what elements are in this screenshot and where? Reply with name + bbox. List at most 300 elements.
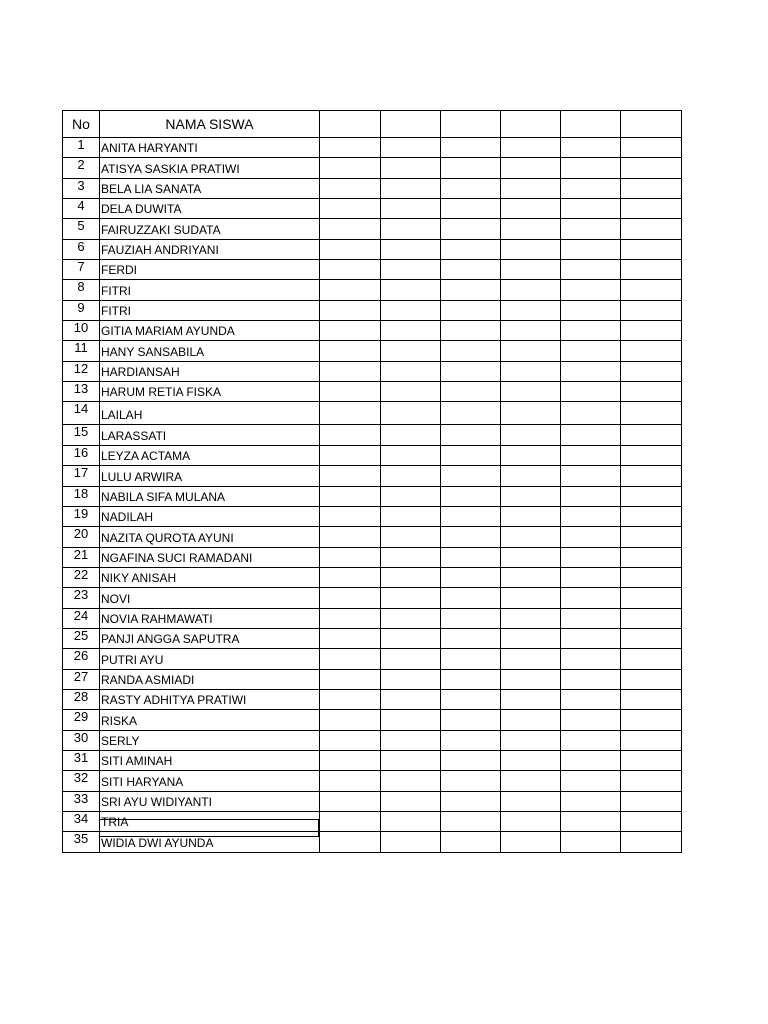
blank-cell bbox=[441, 341, 501, 361]
blank-cell bbox=[441, 628, 501, 648]
row-number: 18 bbox=[63, 486, 100, 506]
blank-cell bbox=[561, 260, 621, 280]
blank-cell bbox=[381, 608, 441, 628]
student-name: WIDIA DWI AYUNDA bbox=[100, 832, 320, 852]
blank-cell bbox=[621, 689, 682, 709]
student-name: LULU ARWIRA bbox=[100, 466, 320, 486]
header-nama-siswa: NAMA SISWA bbox=[100, 111, 320, 138]
blank-cell bbox=[320, 588, 381, 608]
blank-cell bbox=[501, 608, 561, 628]
blank-cell bbox=[441, 445, 501, 465]
table-row bbox=[63, 486, 682, 506]
header-blank-cell bbox=[501, 111, 561, 138]
blank-cell bbox=[381, 771, 441, 791]
blank-cell bbox=[441, 321, 501, 341]
blank-cell bbox=[621, 649, 682, 669]
row-number: 28 bbox=[63, 689, 100, 709]
blank-cell bbox=[381, 466, 441, 486]
student-name: RISKA bbox=[100, 710, 320, 730]
row-number: 14 bbox=[63, 402, 100, 425]
blank-cell bbox=[621, 445, 682, 465]
blank-cell bbox=[381, 199, 441, 219]
student-name: FITRI bbox=[100, 280, 320, 300]
blank-cell bbox=[501, 547, 561, 567]
blank-cell bbox=[501, 750, 561, 770]
table-row bbox=[63, 588, 682, 608]
table-row bbox=[63, 361, 682, 381]
blank-cell bbox=[320, 382, 381, 402]
blank-cell bbox=[320, 341, 381, 361]
blank-cell bbox=[441, 158, 501, 178]
blank-cell bbox=[441, 382, 501, 402]
student-name: FAIRUZZAKI SUDATA bbox=[100, 219, 320, 239]
blank-cell bbox=[561, 567, 621, 587]
blank-cell bbox=[441, 466, 501, 486]
student-name: HARUM RETIA FISKA bbox=[100, 382, 320, 402]
row-number: 15 bbox=[63, 425, 100, 445]
blank-cell bbox=[441, 138, 501, 158]
blank-cell bbox=[381, 361, 441, 381]
blank-cell bbox=[501, 649, 561, 669]
blank-cell bbox=[441, 649, 501, 669]
table-row bbox=[63, 771, 682, 791]
blank-cell bbox=[621, 812, 682, 832]
row-number: 17 bbox=[63, 466, 100, 486]
row-number: 21 bbox=[63, 547, 100, 567]
blank-cell bbox=[501, 280, 561, 300]
row-number: 25 bbox=[63, 628, 100, 648]
blank-cell bbox=[561, 710, 621, 730]
table-row bbox=[63, 178, 682, 198]
table-row bbox=[63, 547, 682, 567]
blank-cell bbox=[561, 138, 621, 158]
blank-cell bbox=[621, 608, 682, 628]
header-blank-cell bbox=[381, 111, 441, 138]
blank-cell bbox=[621, 158, 682, 178]
student-name: FERDI bbox=[100, 260, 320, 280]
row-number: 23 bbox=[63, 588, 100, 608]
row-number: 8 bbox=[63, 280, 100, 300]
blank-cell bbox=[381, 425, 441, 445]
student-name: DELA DUWITA bbox=[100, 199, 320, 219]
student-name: TRIA bbox=[100, 812, 320, 832]
blank-cell bbox=[501, 466, 561, 486]
blank-cell bbox=[561, 689, 621, 709]
blank-cell bbox=[561, 158, 621, 178]
row-number: 4 bbox=[63, 199, 100, 219]
blank-cell bbox=[561, 445, 621, 465]
blank-cell bbox=[501, 445, 561, 465]
blank-cell bbox=[561, 730, 621, 750]
blank-cell bbox=[381, 445, 441, 465]
blank-cell bbox=[320, 321, 381, 341]
blank-cell bbox=[621, 547, 682, 567]
blank-cell bbox=[441, 832, 501, 852]
student-name: ANITA HARYANTI bbox=[100, 138, 320, 158]
student-name: SITI HARYANA bbox=[100, 771, 320, 791]
blank-cell bbox=[441, 588, 501, 608]
blank-cell bbox=[320, 710, 381, 730]
table-row bbox=[63, 791, 682, 811]
blank-cell bbox=[441, 608, 501, 628]
table-row bbox=[63, 239, 682, 259]
blank-cell bbox=[320, 466, 381, 486]
student-name: PUTRI AYU bbox=[100, 649, 320, 669]
table-row bbox=[63, 710, 682, 730]
table-body bbox=[63, 138, 682, 853]
blank-cell bbox=[441, 280, 501, 300]
blank-cell bbox=[561, 812, 621, 832]
blank-cell bbox=[381, 178, 441, 198]
blank-cell bbox=[621, 710, 682, 730]
blank-cell bbox=[320, 750, 381, 770]
student-name: LAILAH bbox=[100, 402, 320, 425]
blank-cell bbox=[621, 361, 682, 381]
header-blank-cell bbox=[561, 111, 621, 138]
blank-cell bbox=[561, 486, 621, 506]
table-row bbox=[63, 382, 682, 402]
blank-cell bbox=[501, 486, 561, 506]
student-name: NADILAH bbox=[100, 506, 320, 526]
blank-cell bbox=[621, 791, 682, 811]
blank-cell bbox=[320, 425, 381, 445]
blank-cell bbox=[621, 750, 682, 770]
table-row bbox=[63, 445, 682, 465]
blank-cell bbox=[381, 689, 441, 709]
row-number: 22 bbox=[63, 567, 100, 587]
student-name: RANDA ASMIADI bbox=[100, 669, 320, 689]
blank-cell bbox=[561, 382, 621, 402]
blank-cell bbox=[501, 158, 561, 178]
blank-cell bbox=[320, 445, 381, 465]
blank-cell bbox=[381, 628, 441, 648]
blank-cell bbox=[621, 771, 682, 791]
table-row bbox=[63, 527, 682, 547]
row-number: 33 bbox=[63, 791, 100, 811]
blank-cell bbox=[561, 402, 621, 425]
row-number: 9 bbox=[63, 300, 100, 320]
row-number: 11 bbox=[63, 341, 100, 361]
blank-cell bbox=[561, 649, 621, 669]
blank-cell bbox=[381, 588, 441, 608]
blank-cell bbox=[561, 280, 621, 300]
blank-cell bbox=[561, 547, 621, 567]
row-number: 1 bbox=[63, 138, 100, 158]
blank-cell bbox=[441, 750, 501, 770]
blank-cell bbox=[501, 138, 561, 158]
student-list-table bbox=[62, 110, 682, 853]
row-number: 7 bbox=[63, 260, 100, 280]
blank-cell bbox=[561, 341, 621, 361]
blank-cell bbox=[381, 341, 441, 361]
blank-cell bbox=[501, 771, 561, 791]
blank-cell bbox=[381, 219, 441, 239]
table-row bbox=[63, 199, 682, 219]
blank-cell bbox=[441, 300, 501, 320]
blank-cell bbox=[381, 791, 441, 811]
student-name: NIKY ANISAH bbox=[100, 567, 320, 587]
table-row bbox=[63, 402, 682, 425]
blank-cell bbox=[381, 750, 441, 770]
blank-cell bbox=[561, 628, 621, 648]
blank-cell bbox=[621, 280, 682, 300]
blank-cell bbox=[320, 486, 381, 506]
blank-cell bbox=[320, 300, 381, 320]
blank-cell bbox=[501, 832, 561, 852]
row-number: 26 bbox=[63, 649, 100, 669]
blank-cell bbox=[501, 425, 561, 445]
blank-cell bbox=[621, 425, 682, 445]
blank-cell bbox=[381, 486, 441, 506]
blank-cell bbox=[621, 178, 682, 198]
blank-cell bbox=[621, 402, 682, 425]
row-number: 10 bbox=[63, 321, 100, 341]
blank-cell bbox=[501, 260, 561, 280]
blank-cell bbox=[621, 628, 682, 648]
row-number: 27 bbox=[63, 669, 100, 689]
blank-cell bbox=[621, 730, 682, 750]
student-name: LEYZA ACTAMA bbox=[100, 445, 320, 465]
table-row bbox=[63, 506, 682, 526]
blank-cell bbox=[621, 588, 682, 608]
blank-cell bbox=[501, 219, 561, 239]
blank-cell bbox=[441, 547, 501, 567]
blank-cell bbox=[441, 486, 501, 506]
table-row bbox=[63, 219, 682, 239]
blank-cell bbox=[320, 771, 381, 791]
blank-cell bbox=[561, 771, 621, 791]
blank-cell bbox=[561, 300, 621, 320]
blank-cell bbox=[320, 812, 381, 832]
table-row bbox=[63, 669, 682, 689]
blank-cell bbox=[381, 669, 441, 689]
blank-cell bbox=[561, 669, 621, 689]
blank-cell bbox=[381, 300, 441, 320]
blank-cell bbox=[381, 730, 441, 750]
blank-cell bbox=[621, 199, 682, 219]
student-name: NABILA SIFA MULANA bbox=[100, 486, 320, 506]
table-row bbox=[63, 730, 682, 750]
blank-cell bbox=[441, 506, 501, 526]
blank-cell bbox=[320, 669, 381, 689]
student-name: SERLY bbox=[100, 730, 320, 750]
blank-cell bbox=[501, 178, 561, 198]
student-name: ATISYA SASKIA PRATIWI bbox=[100, 158, 320, 178]
header-blank-cell bbox=[441, 111, 501, 138]
blank-cell bbox=[561, 506, 621, 526]
row-number: 34 bbox=[63, 812, 100, 832]
student-name: NGAFINA SUCI RAMADANI bbox=[100, 547, 320, 567]
row-number: 3 bbox=[63, 178, 100, 198]
row-number: 30 bbox=[63, 730, 100, 750]
blank-cell bbox=[381, 649, 441, 669]
blank-cell bbox=[381, 382, 441, 402]
blank-cell bbox=[501, 527, 561, 547]
blank-cell bbox=[501, 669, 561, 689]
blank-cell bbox=[501, 710, 561, 730]
blank-cell bbox=[561, 832, 621, 852]
empty-name-cell bbox=[99, 819, 319, 837]
header-row bbox=[63, 111, 682, 138]
blank-cell bbox=[621, 382, 682, 402]
blank-cell bbox=[501, 199, 561, 219]
student-name: BELA LIA SANATA bbox=[100, 178, 320, 198]
blank-cell bbox=[441, 178, 501, 198]
blank-cell bbox=[621, 341, 682, 361]
blank-cell bbox=[441, 689, 501, 709]
blank-cell bbox=[381, 280, 441, 300]
student-name: HARDIANSAH bbox=[100, 361, 320, 381]
blank-cell bbox=[501, 689, 561, 709]
blank-cell bbox=[381, 260, 441, 280]
blank-cell bbox=[381, 138, 441, 158]
blank-cell bbox=[320, 199, 381, 219]
blank-cell bbox=[621, 138, 682, 158]
blank-cell bbox=[501, 382, 561, 402]
blank-cell bbox=[621, 321, 682, 341]
row-number: 12 bbox=[63, 361, 100, 381]
student-name: HANY SANSABILA bbox=[100, 341, 320, 361]
row-number: 24 bbox=[63, 608, 100, 628]
blank-cell bbox=[320, 178, 381, 198]
blank-cell bbox=[501, 239, 561, 259]
blank-cell bbox=[320, 689, 381, 709]
blank-cell bbox=[621, 260, 682, 280]
blank-cell bbox=[320, 280, 381, 300]
blank-cell bbox=[561, 466, 621, 486]
blank-cell bbox=[561, 321, 621, 341]
student-name: PANJI ANGGA SAPUTRA bbox=[100, 628, 320, 648]
blank-cell bbox=[320, 628, 381, 648]
blank-cell bbox=[441, 361, 501, 381]
blank-cell bbox=[441, 199, 501, 219]
blank-cell bbox=[441, 527, 501, 547]
blank-cell bbox=[621, 669, 682, 689]
student-name: NOVIA RAHMAWATI bbox=[100, 608, 320, 628]
blank-cell bbox=[381, 321, 441, 341]
blank-cell bbox=[441, 669, 501, 689]
blank-cell bbox=[381, 506, 441, 526]
blank-cell bbox=[501, 341, 561, 361]
row-number: 35 bbox=[63, 832, 100, 852]
row-number: 16 bbox=[63, 445, 100, 465]
blank-cell bbox=[501, 506, 561, 526]
header-blank-cell bbox=[621, 111, 682, 138]
blank-cell bbox=[320, 219, 381, 239]
row-number: 2 bbox=[63, 158, 100, 178]
blank-cell bbox=[561, 588, 621, 608]
table-row bbox=[63, 321, 682, 341]
table-row bbox=[63, 260, 682, 280]
table-row bbox=[63, 300, 682, 320]
blank-cell bbox=[441, 567, 501, 587]
blank-cell bbox=[441, 402, 501, 425]
blank-cell bbox=[621, 506, 682, 526]
student-name: NAZITA QUROTA AYUNI bbox=[100, 527, 320, 547]
student-name: SITI AMINAH bbox=[100, 750, 320, 770]
blank-cell bbox=[501, 791, 561, 811]
blank-cell bbox=[501, 300, 561, 320]
row-number: 32 bbox=[63, 771, 100, 791]
row-number: 20 bbox=[63, 527, 100, 547]
blank-cell bbox=[320, 158, 381, 178]
blank-cell bbox=[441, 812, 501, 832]
table-row bbox=[63, 138, 682, 158]
blank-cell bbox=[381, 402, 441, 425]
blank-cell bbox=[441, 710, 501, 730]
blank-cell bbox=[381, 567, 441, 587]
blank-cell bbox=[320, 527, 381, 547]
blank-cell bbox=[621, 466, 682, 486]
student-name: GITIA MARIAM AYUNDA bbox=[100, 321, 320, 341]
blank-cell bbox=[320, 361, 381, 381]
blank-cell bbox=[441, 239, 501, 259]
row-number: 29 bbox=[63, 710, 100, 730]
table-row bbox=[63, 608, 682, 628]
blank-cell bbox=[621, 239, 682, 259]
blank-cell bbox=[441, 219, 501, 239]
blank-cell bbox=[320, 547, 381, 567]
student-name: FITRI bbox=[100, 300, 320, 320]
blank-cell bbox=[501, 361, 561, 381]
blank-cell bbox=[621, 486, 682, 506]
blank-cell bbox=[561, 178, 621, 198]
blank-cell bbox=[320, 138, 381, 158]
blank-cell bbox=[320, 608, 381, 628]
blank-cell bbox=[381, 158, 441, 178]
blank-cell bbox=[561, 199, 621, 219]
student-name: FAUZIAH ANDRIYANI bbox=[100, 239, 320, 259]
blank-cell bbox=[441, 791, 501, 811]
blank-cell bbox=[320, 791, 381, 811]
blank-cell bbox=[320, 402, 381, 425]
blank-cell bbox=[561, 791, 621, 811]
header-blank-cell bbox=[320, 111, 381, 138]
blank-cell bbox=[621, 832, 682, 852]
blank-cell bbox=[561, 750, 621, 770]
blank-cell bbox=[501, 628, 561, 648]
student-name: RASTY ADHITYA PRATIWI bbox=[100, 689, 320, 709]
blank-cell bbox=[501, 812, 561, 832]
blank-cell bbox=[621, 219, 682, 239]
student-name: NOVI bbox=[100, 588, 320, 608]
blank-cell bbox=[320, 239, 381, 259]
blank-cell bbox=[381, 239, 441, 259]
table-row bbox=[63, 628, 682, 648]
blank-cell bbox=[501, 730, 561, 750]
blank-cell bbox=[320, 649, 381, 669]
table-row bbox=[63, 341, 682, 361]
blank-cell bbox=[561, 425, 621, 445]
blank-cell bbox=[441, 425, 501, 445]
blank-cell bbox=[320, 730, 381, 750]
blank-cell bbox=[501, 402, 561, 425]
table-row bbox=[63, 425, 682, 445]
blank-cell bbox=[621, 567, 682, 587]
blank-cell bbox=[501, 321, 561, 341]
row-number: 19 bbox=[63, 506, 100, 526]
header-no: No bbox=[63, 111, 100, 138]
blank-cell bbox=[561, 239, 621, 259]
blank-cell bbox=[561, 219, 621, 239]
table-row bbox=[63, 567, 682, 587]
blank-cell bbox=[441, 730, 501, 750]
blank-cell bbox=[320, 260, 381, 280]
table-row bbox=[63, 649, 682, 669]
blank-cell bbox=[381, 812, 441, 832]
blank-cell bbox=[561, 608, 621, 628]
blank-cell bbox=[501, 567, 561, 587]
